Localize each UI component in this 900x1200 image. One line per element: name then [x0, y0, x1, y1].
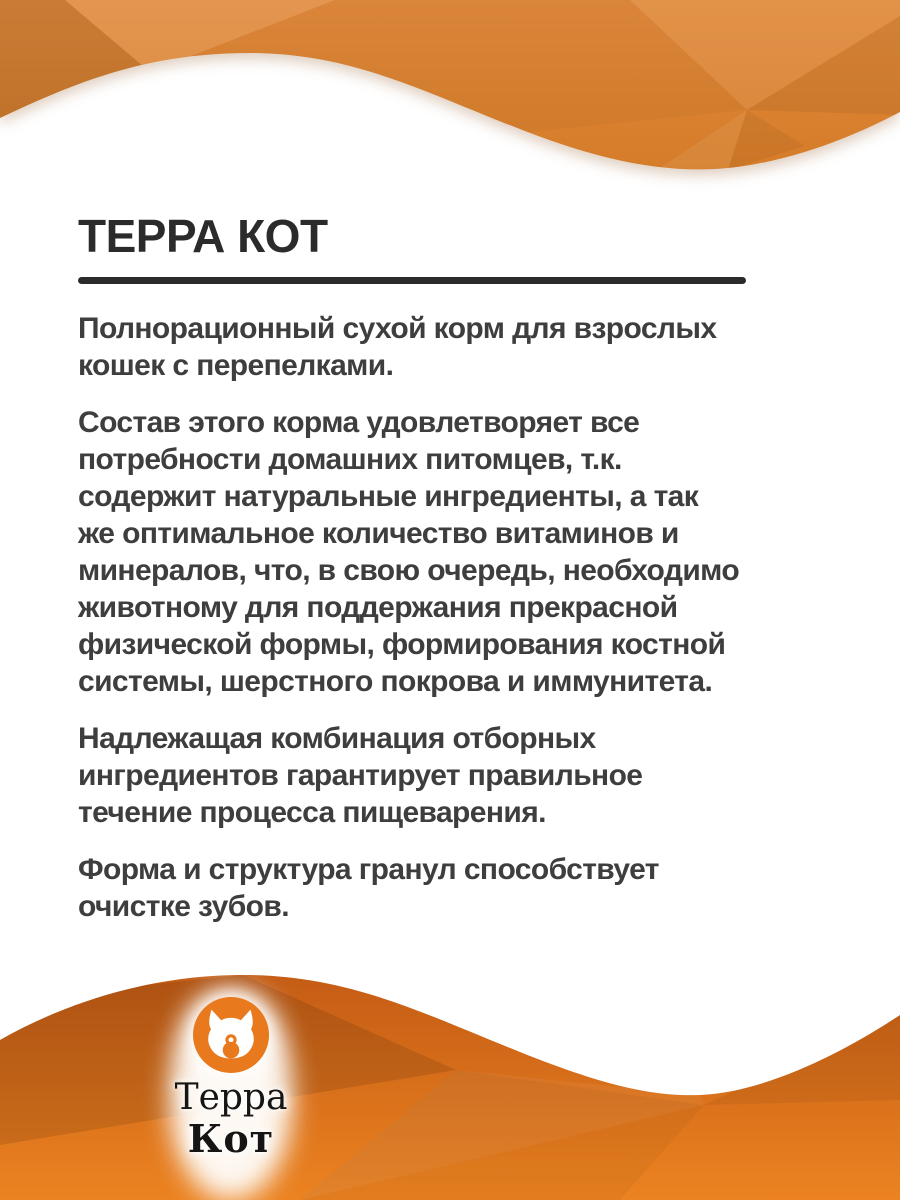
title-divider: [78, 277, 746, 284]
header-wave-graphic: [0, 0, 900, 200]
body-paragraph-teeth: [78, 851, 858, 925]
text-line: минералов, что, в свою очередь, необходимо: [78, 554, 740, 587]
page-title: ТЕРРА КОТ: [78, 210, 328, 262]
text-line: кошек с перепелками.: [78, 349, 394, 382]
text-line: потребности домашних питомцев, т.к.: [78, 443, 622, 476]
text-line: системы, шерстного покрова и иммунитета.: [78, 665, 713, 698]
body-paragraph-intro: [78, 310, 858, 384]
text-line: течение процесса пищеварения.: [78, 796, 546, 829]
cat-head-icon: [192, 996, 270, 1074]
text-line: Надлежащая комбинация отборных: [78, 722, 596, 755]
brand-name-line1: Терра: [174, 1077, 288, 1118]
product-description-card: [78, 210, 858, 925]
footer-wave-graphic: [0, 970, 900, 1200]
text-line: животному для поддержания прекрасной: [78, 591, 678, 624]
brand-name-line2: Кот: [187, 1116, 275, 1161]
brand-logo: [156, 996, 306, 1160]
text-line: содержит натуральные ингредиенты, а так: [78, 480, 699, 513]
body-paragraph-digestion: [78, 720, 858, 831]
text-line: очистке зубов.: [78, 890, 289, 923]
text-line: же оптимальное количество витаминов и: [78, 517, 679, 550]
text-line: Форма и структура гранул способствует: [78, 853, 659, 886]
body-paragraph-composition: [78, 404, 858, 700]
text-line: физической формы, формирования костной: [78, 628, 726, 661]
text-line: Полнорационный сухой корм для взрослых: [78, 312, 717, 345]
text-line: Состав этого корма удовлетворяет все: [78, 406, 640, 439]
text-line: ингредиентов гарантирует правильное: [78, 759, 643, 792]
